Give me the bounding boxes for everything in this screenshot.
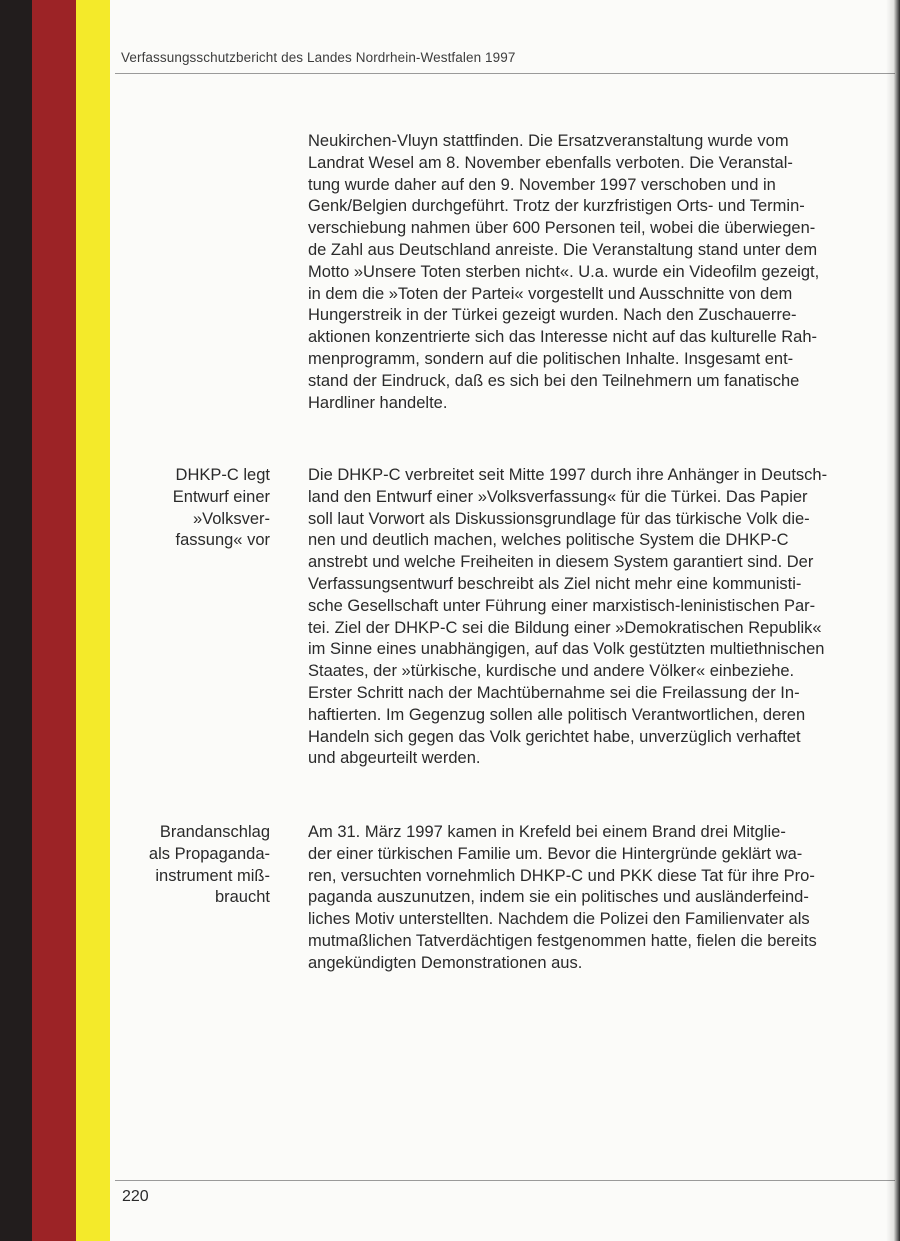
text-line: mutmaßlichen Tatverdächtigen festgenommen hatte, fielen die bereits: [308, 931, 817, 950]
text-line: Am 31. März 1997 kamen in Krefeld bei einem Brand drei Mitglie-: [308, 823, 786, 841]
text-line: sche Gesellschaft unter Führung einer marxistisch-leninistischen Par-: [308, 596, 816, 615]
running-header: Verfassungsschutzbericht des Landes Nordrhein-Westfalen 1997: [121, 50, 516, 65]
text-line: Hardliner handelte.: [308, 393, 448, 412]
text-line: Hungerstreik in der Türkei gezeigt wurden. Nach den Zuschauerre-: [308, 306, 797, 325]
page-number: 220: [122, 1188, 149, 1205]
text-line: im Sinne eines unabhängigen, auf das Volk gestützten multiethnischen: [308, 640, 825, 659]
text-line: Die DHKP-C verbreitet seit Mitte 1997 durch ihre Anhänger in Deutsch-: [308, 466, 828, 484]
text-line: de Zahl aus Deutschland anreiste. Die Veranstaltung stand unter dem: [308, 240, 818, 259]
text-line: nen und deutlich machen, welches politische System die DHKP-C: [308, 531, 789, 550]
flag-stripe-gold: [76, 0, 110, 1241]
text-line: Handeln sich gegen das Volk gerichtet habe, unverzüglich verhaftet: [308, 727, 801, 746]
text-line: Motto »Unsere Toten sterben nicht«. U.a. wurde ein Videofilm gezeigt,: [308, 262, 820, 281]
text-line: Neukirchen-Vluyn stattfinden. Die Ersatzveranstaltung wurde vom: [308, 132, 789, 150]
text-line: Erster Schritt nach der Machtübernahme sei die Freilassung der In-: [308, 683, 800, 702]
text-line: verschiebung nahmen über 600 Personen teil, wobei die überwiegen-: [308, 219, 816, 238]
page-edge-shadow: [886, 0, 900, 1241]
text-line: tei. Ziel der DHKP-C sei die Bildung einer »Demokratischen Republik«: [308, 618, 822, 637]
text-line: Genk/Belgien durchgeführt. Trotz der kurzfristigen Orts- und Termin-: [308, 197, 805, 216]
text-line: Landrat Wesel am 8. November ebenfalls verboten. Die Veranstal-: [308, 153, 793, 172]
text-line: stand der Eindruck, daß es sich bei den Teilnehmern um fanatische: [308, 371, 800, 390]
text-line: soll laut Vorwort als Diskussionsgrundlage für das türkische Volk die-: [308, 509, 810, 528]
margin-note-line: instrument miß-: [155, 866, 270, 885]
text-line: tung wurde daher auf den 9. November 1997 verschoben und in: [308, 175, 776, 194]
text-line: der einer türkischen Familie um. Bevor die Hintergründe geklärt wa-: [308, 844, 803, 863]
margin-note-volksverfassung: [173, 465, 270, 552]
paragraph-veranstaltung: [308, 131, 900, 414]
text-line: liches Motiv unterstellten. Nachdem die Polizei den Familienvater als: [308, 910, 810, 929]
margin-note-line: Brandanschlag: [159, 823, 270, 841]
text-line: haftierten. Im Gegenzug sollen alle politisch Verantwortlichen, deren: [308, 705, 806, 724]
margin-note-line: als Propaganda-: [148, 844, 270, 863]
flag-stripe-red: [32, 0, 76, 1241]
margin-note-line: DHKP-C legt: [175, 466, 270, 484]
text-line: Verfassungsentwurf beschreibt als Ziel nicht mehr eine kommunisti-: [308, 574, 802, 593]
text-line: anstrebt und welche Freiheiten in diesem System garantiert sind. Der: [308, 553, 814, 572]
header-divider: [115, 73, 895, 74]
text-line: aktionen konzentrierte sich das Interesse nicht auf das kulturelle Rah-: [308, 328, 818, 347]
margin-note-brandanschlag: [149, 822, 270, 909]
text-line: land den Entwurf einer »Volksverfassung« für die Türkei. Das Papier: [308, 487, 808, 506]
flag-stripe-black: [0, 0, 32, 1241]
text-line: in dem die »Toten der Partei« vorgestellt und Ausschnitte von dem: [308, 284, 793, 303]
text-line: menprogramm, sondern auf die politischen Inhalte. Insgesamt ent-: [308, 349, 794, 368]
footer-divider: [115, 1180, 895, 1181]
paragraph-volksverfassung: [308, 465, 900, 770]
text-line: Staates, der »türkische, kurdische und andere Völker« einbeziehe.: [308, 662, 795, 681]
text-line: und abgeurteilt werden.: [308, 749, 481, 768]
margin-note-line: fassung« vor: [175, 531, 270, 550]
margin-note-line: braucht: [214, 888, 270, 907]
text-line: angekündigten Demonstrationen aus.: [308, 953, 583, 972]
margin-note-line: »Volksver-: [192, 509, 270, 528]
text-line: paganda auszunutzen, indem sie ein politisches und ausländerfeind-: [308, 888, 809, 907]
margin-note-line: Entwurf einer: [172, 487, 270, 506]
text-line: ren, versuchten vornehmlich DHKP-C und PKK diese Tat für ihre Pro-: [308, 866, 815, 885]
paragraph-brandanschlag: [308, 822, 900, 975]
